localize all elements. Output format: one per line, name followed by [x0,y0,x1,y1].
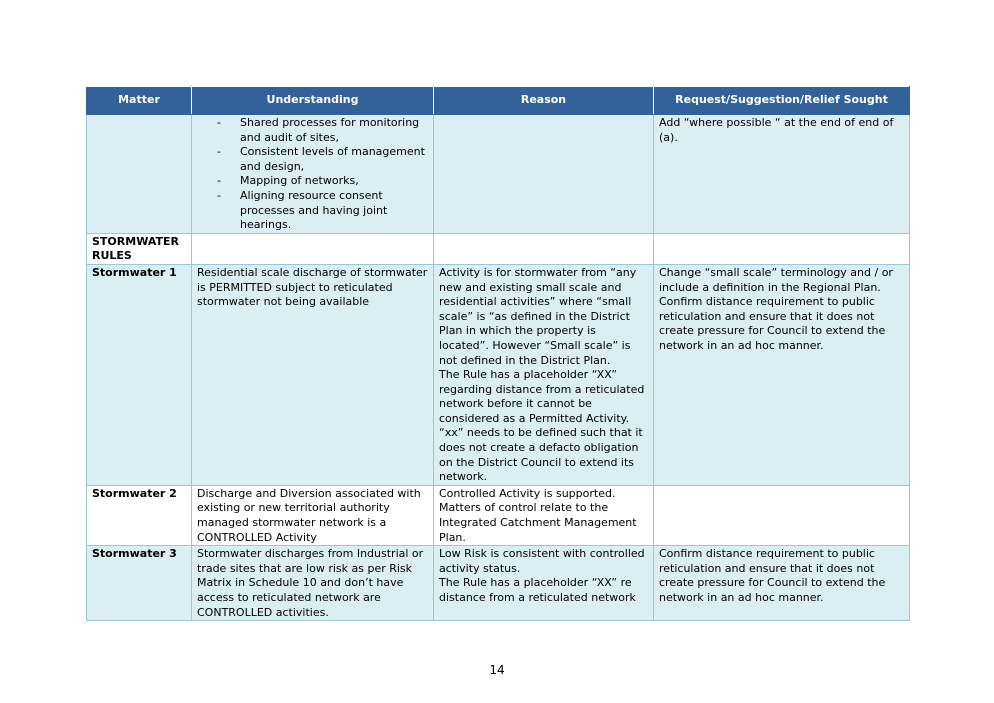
request-cell [654,115,910,234]
request-text: Change “small scale” terminology and / or include a definition in the Regional Plan. [659,265,893,294]
reason-cell [434,485,654,545]
section-heading: STORMWATER RULES [87,233,192,264]
table-row [87,546,910,621]
bullet-list [197,116,428,233]
table-row [87,485,910,545]
matter-cell: Stormwater 2 [87,485,192,545]
header-matter: Matter [87,87,192,115]
header-reason: Reason [434,87,654,115]
understanding-cell: Discharge and Diversion associated with existing or new territorial authority managed stormwater network is a CONTROLLED Activity [192,485,434,545]
reason-cell [434,546,654,621]
list-item: - Mapping of networks, [217,174,428,189]
reason-text: The Rule has a placeholder “XX” re distance from a reticulated network [439,576,636,604]
matter-cell [87,115,192,234]
submission-table [86,86,910,621]
request-cell [654,264,910,485]
reason-text: The Rule has a placeholder “XX” regarding distance from a reticulated network before it cannot be considered as a Permitted Activity. “xx” needs to be defined such that it does not create a defacto obligation on the District Council to extend its network. [439,368,645,484]
request-text: Confirm distance requirement to public reticulation and ensure that it does not create pressure for Council to extend the network in an ad hoc manner. [659,295,886,352]
reason-text: Activity is for stormwater from “any new and existing small scale and residential activities” where “small scale” is “as defined in the District Plan in which the property is located”. However “Small scale” is not defined in the District Plan. [439,265,637,367]
matter-cell: Stormwater 3 [87,546,192,621]
header-understanding: Understanding [192,87,434,115]
reason-text: Low Risk is consistent with controlled activity status. [439,547,645,575]
understanding-cell: Residential scale discharge of stormwater is PERMITTED subject to reticulated stormwater not being available [192,264,434,485]
table-row [87,264,910,485]
request-text: Add “where possible “ at the end of end of (a). [659,116,894,144]
reason-text: Controlled Activity is supported. [439,486,616,500]
list-item: - Shared processes for monitoring and audit of sites, [217,116,428,145]
request-cell: Confirm distance requirement to public reticulation and ensure that it does not create pressure for Council to extend the network in an ad hoc manner. [654,546,910,621]
page-number: 14 [489,663,505,677]
table-row [87,115,910,234]
understanding-cell: Stormwater discharges from Industrial or trade sites that are low risk as per Risk Matrix in Schedule 10 and don’t have access to reticulated network are CONTROLLED activities. [192,546,434,621]
table-header-row [87,87,910,115]
reason-cell [434,115,654,234]
matter-cell: Stormwater 1 [87,264,192,485]
understanding-cell [192,115,434,234]
list-item: - Consistent levels of management and design, [217,145,428,174]
request-cell [654,485,910,545]
reason-cell [434,264,654,485]
section-heading-row [87,233,910,264]
header-request: Request/Suggestion/Relief Sought [654,87,910,115]
reason-text: Matters of control relate to the Integrated Catchment Management Plan. [439,501,637,544]
list-item: - Aligning resource consent processes and having joint hearings. [217,189,428,233]
